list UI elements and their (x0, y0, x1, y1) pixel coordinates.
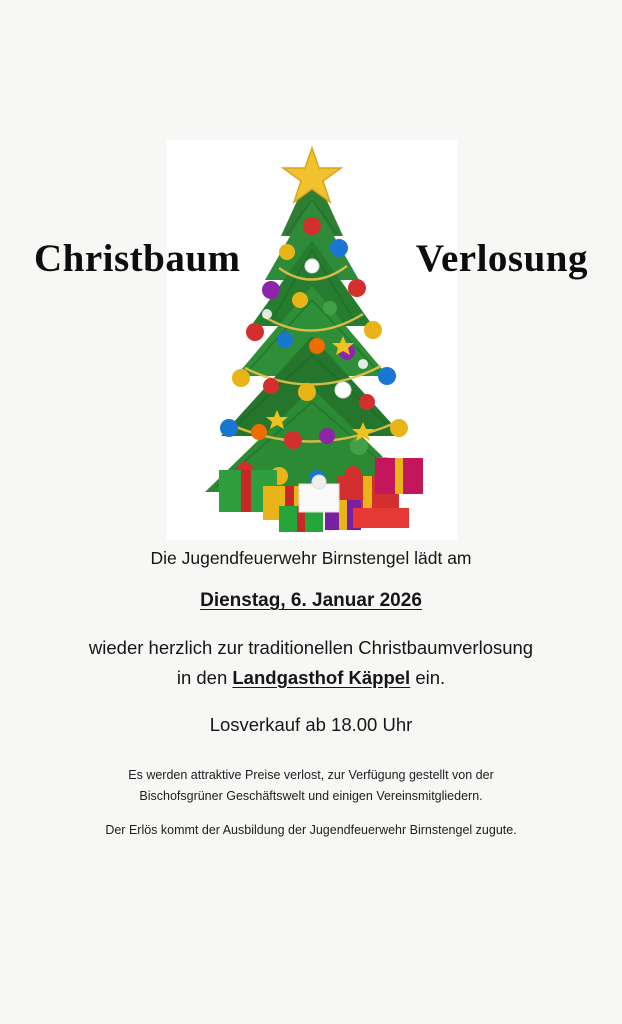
christmas-tree-illustration (167, 140, 457, 540)
footnote-proceeds: Der Erlös kommt der Ausbildung der Jugendfeuerwehr Birnstengel zugute. (105, 823, 517, 838)
event-description: wieder herzlich zur traditionellen Christbaumverlosung (88, 636, 534, 658)
event-date: Dienstag, 6. Januar 2026 (200, 590, 422, 612)
footnote-prizes-line-2: Bischofsgrüner Geschäftswelt und einigen Vereinsmitgliedern. (139, 788, 483, 803)
venue-line (0, 664, 622, 692)
footnote-prizes-line-1: Es werden attraktive Preise verlost, zur Verfügung gestellt von der (128, 768, 494, 782)
title-word-right: Verlosung (415, 237, 588, 280)
venue-name: Landgasthof Käppel (232, 666, 411, 688)
title-word-left: Christbaum (34, 237, 241, 280)
venue-prefix: in den (176, 666, 233, 688)
venue-suffix: ein. (410, 666, 446, 688)
ticket-sale-time: Losverkauf ab 18.00 Uhr (209, 714, 413, 736)
poster-footnotes (0, 765, 622, 841)
invitation-line: Die Jugendfeuerwehr Birnstengel lädt am (150, 548, 472, 568)
christmas-tree-image (167, 140, 457, 540)
poster-body (0, 545, 622, 739)
